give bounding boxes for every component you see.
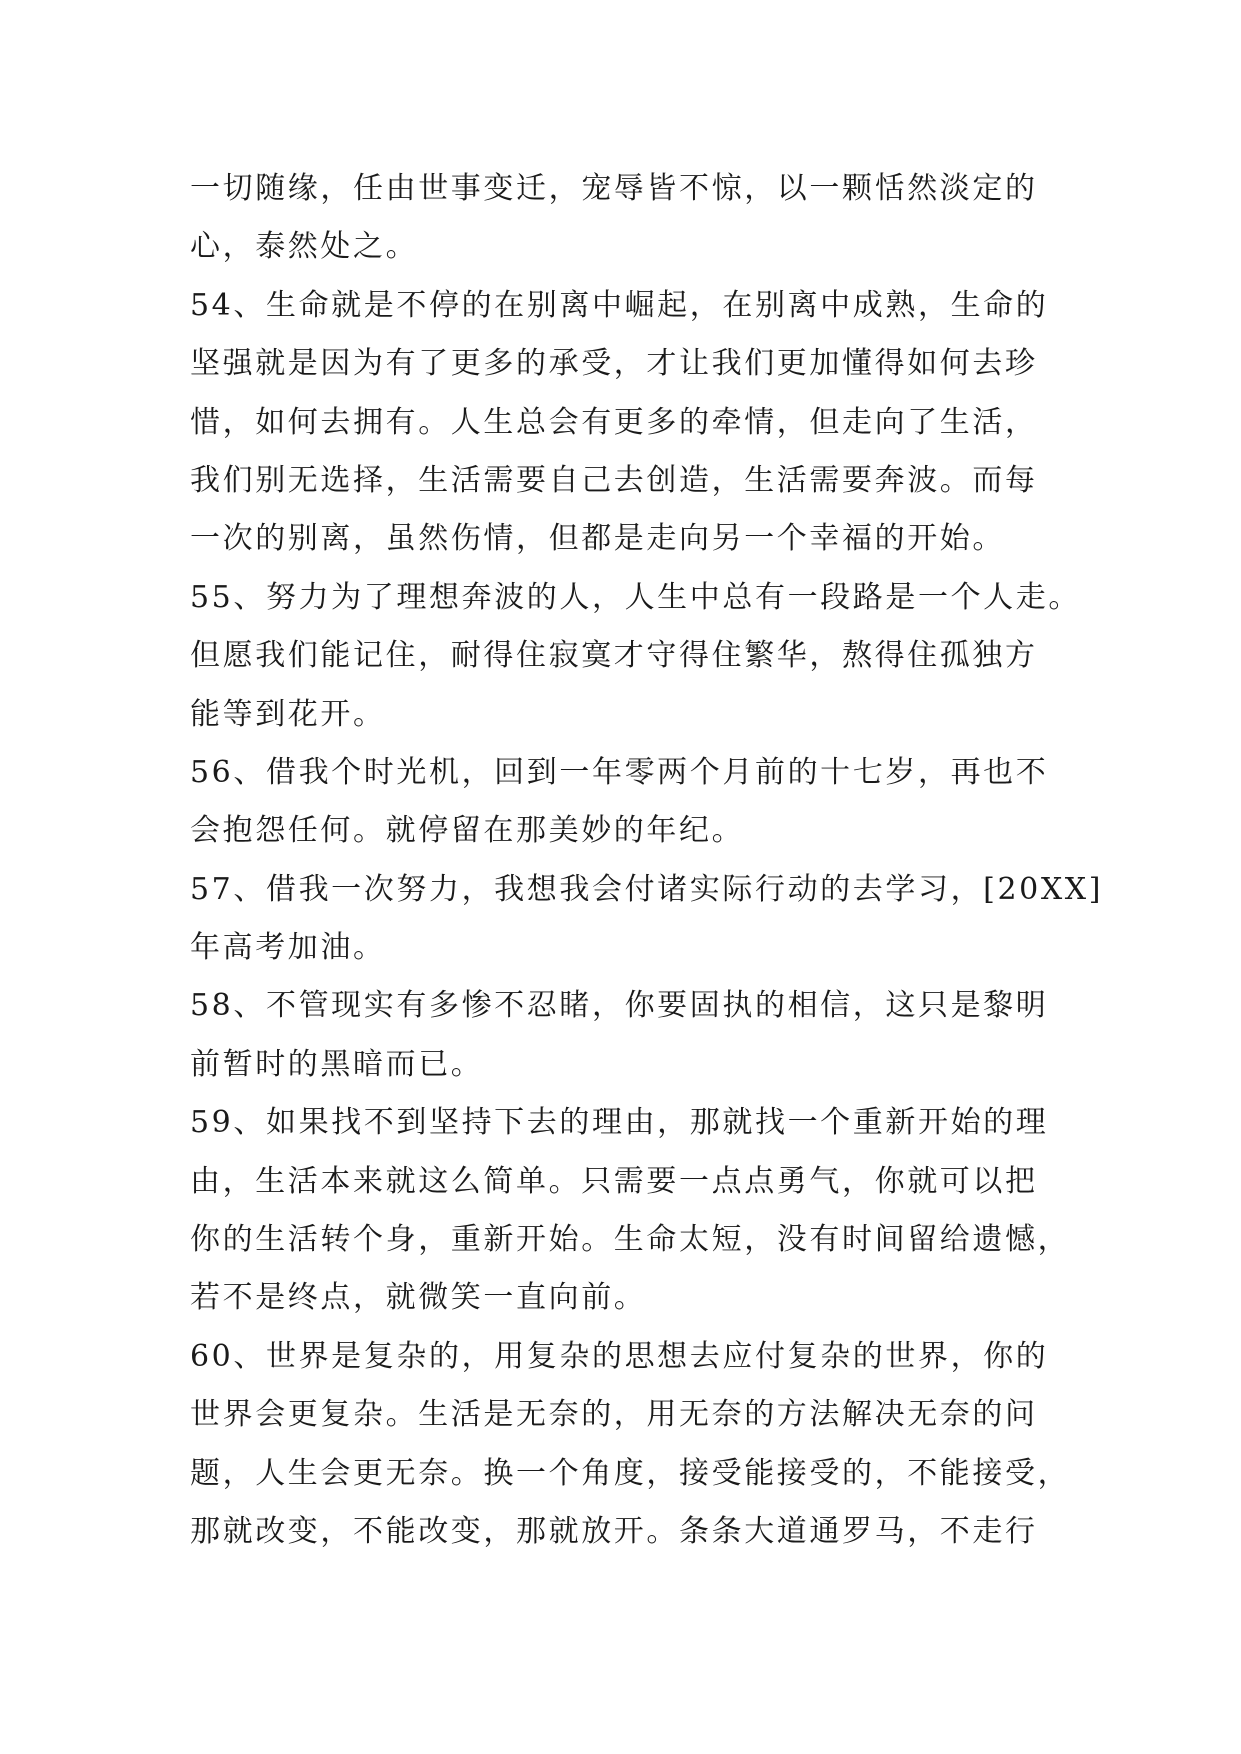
text-line: 59、如果找不到坚持下去的理由，那就找一个重新开始的理	[190, 1105, 1049, 1141]
text-line: 若不是终点，就微笑一直向前。	[190, 1280, 647, 1316]
text-line: 能等到花开。	[190, 696, 386, 732]
text-line: 55、努力为了理想奔波的人，人生中总有一段路是一个人走。	[190, 579, 1081, 615]
text-line: 会抱怨任何。就停留在那美妙的年纪。	[190, 813, 745, 849]
text-line: 56、借我个时光机，回到一年零两个月前的十七岁，再也不	[190, 754, 1049, 790]
text-line: 60、世界是复杂的，用复杂的思想去应付复杂的世界，你的	[190, 1338, 1049, 1374]
text-line: 58、不管现实有多惨不忍睹，你要固执的相信，这只是黎明	[190, 988, 1049, 1024]
text-line: 题，人生会更无奈。换一个角度，接受能接受的，不能接受，	[190, 1455, 1071, 1491]
text-line: 年高考加油。	[190, 930, 386, 966]
text-line: 世界会更复杂。生活是无奈的，用无奈的方法解决无奈的问	[190, 1397, 1038, 1433]
text-line: 惜，如何去拥有。人生总会有更多的牵情，但走向了生活，	[190, 404, 1038, 440]
text-line: 我们别无选择，生活需要自己去创造，生活需要奔波。而每	[190, 462, 1038, 498]
text-line: 54、生命就是不停的在别离中崛起，在别离中成熟，生命的	[190, 287, 1049, 323]
text-line: 但愿我们能记住，耐得住寂寞才守得住繁华，熬得住孤独方	[190, 638, 1038, 674]
text-line: 心，泰然处之。	[190, 229, 419, 265]
text-line: 坚强就是因为有了更多的承受，才让我们更加懂得如何去珍	[190, 346, 1038, 382]
text-line: 一切随缘，任由世事变迁，宠辱皆不惊，以一颗恬然淡定的	[190, 171, 1038, 206]
text-line: 那就改变，不能改变，那就放开。条条大道通罗马，不走行	[190, 1513, 1038, 1549]
text-line: 57、借我一次努力，我想我会付诸实际行动的去学习，[20XX]	[190, 871, 1104, 907]
text-line: 前暂时的黑暗而已。	[190, 1046, 484, 1082]
text-line: 你的生活转个身，重新开始。生命太短，没有时间留给遗憾，	[190, 1222, 1071, 1258]
text-line: 由，生活本来就这么简单。只需要一点点勇气，你就可以把	[190, 1163, 1038, 1199]
text-line: 一次的别离，虽然伤情，但都是走向另一个幸福的开始。	[190, 521, 1005, 557]
document-body	[190, 160, 1104, 1561]
